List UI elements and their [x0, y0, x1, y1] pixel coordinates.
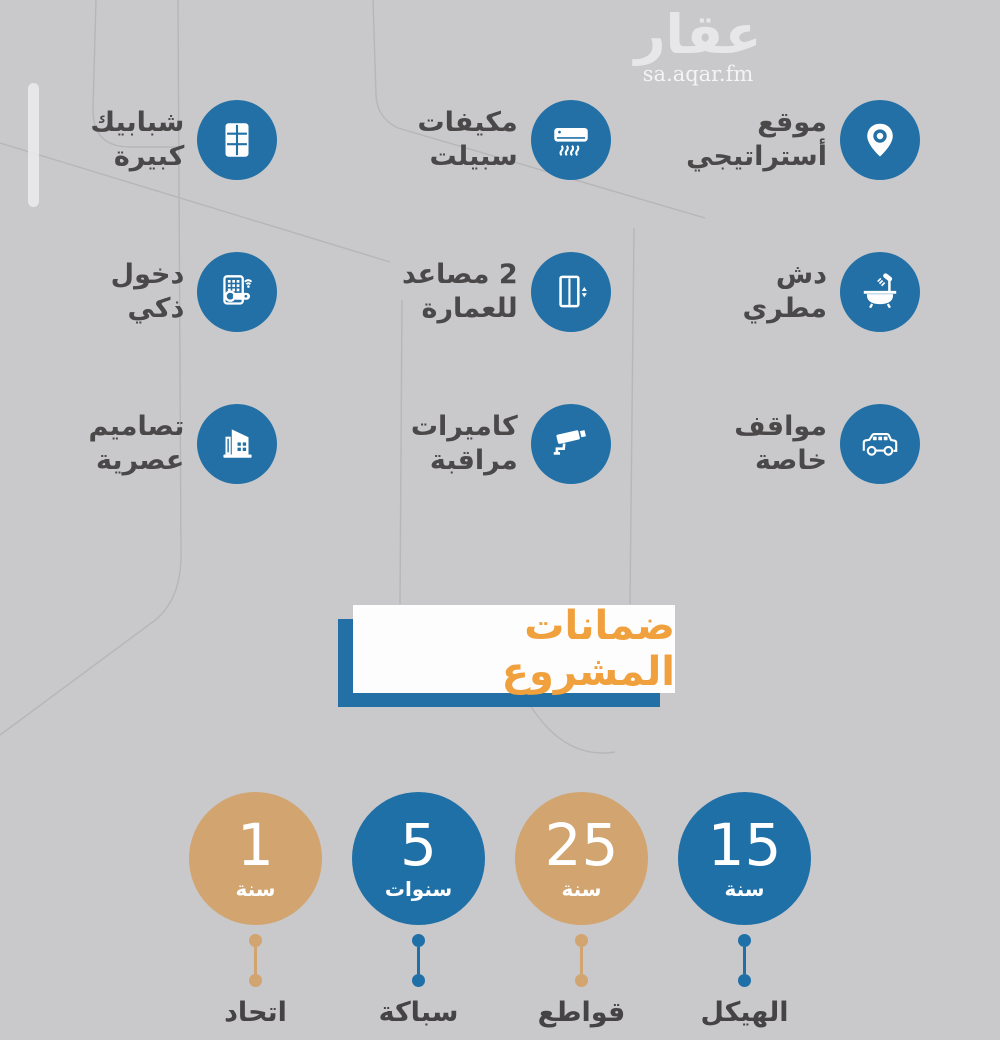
car-icon: [857, 421, 903, 467]
guarantee-plumbing: [352, 792, 485, 1028]
feature-strategic-location: [667, 64, 1000, 216]
guarantees-title: ضمانات المشروع: [501, 603, 675, 695]
guarantee-circle: [189, 792, 322, 925]
feature-badge: [197, 404, 277, 484]
aqar-logo-url: sa.aqar.fm: [642, 62, 754, 87]
feature-badge: [840, 252, 920, 332]
connector-line: [249, 934, 262, 987]
aqar-logo-text: عقار: [634, 3, 762, 66]
building-icon: [214, 421, 260, 467]
guarantee-unit: سنوات: [384, 877, 453, 901]
guarantee-unit: سنة: [561, 877, 602, 901]
title-box: [353, 605, 675, 693]
guarantee-union: [189, 792, 322, 1028]
guarantee-unit: سنة: [235, 877, 276, 901]
guarantee-value: 1: [237, 811, 274, 879]
guarantee-circle: [678, 792, 811, 925]
location-pin-icon: [857, 117, 903, 163]
guarantee-value: 25: [544, 811, 619, 879]
guarantees-row: [0, 792, 1000, 1028]
guarantee-label: سباكة: [378, 997, 459, 1028]
feature-label: دخول ذكي: [110, 258, 185, 324]
guarantee-label: اتحاد: [224, 997, 287, 1028]
window-icon: [214, 117, 260, 163]
feature-badge: [197, 252, 277, 332]
feature-security-cameras: [333, 368, 666, 520]
feature-badge: [531, 100, 611, 180]
guarantee-partitions: [515, 792, 648, 1028]
connector-line: [738, 934, 751, 987]
guarantee-label: قواطع: [537, 997, 626, 1028]
feature-badge: [531, 252, 611, 332]
feature-label: 2 مصاعد للعمارة: [401, 258, 518, 324]
feature-split-ac: [333, 64, 666, 216]
feature-badge: [531, 404, 611, 484]
smart-lock-icon: [214, 269, 260, 315]
feature-large-windows: [0, 64, 333, 216]
feature-label: تصاميم عصرية: [88, 410, 185, 476]
feature-badge: [840, 100, 920, 180]
feature-smart-entry: [0, 216, 333, 368]
feature-label: مواقف خاصة: [734, 410, 827, 476]
air-conditioner-icon: [548, 117, 594, 163]
elevator-icon: [548, 269, 594, 315]
feature-label: كاميرات مراقبة: [410, 410, 518, 476]
guarantee-unit: سنة: [724, 877, 765, 901]
guarantee-circle: [515, 792, 648, 925]
feature-label: دش مطري: [742, 258, 827, 324]
feature-private-parking: [667, 368, 1000, 520]
guarantee-circle: [352, 792, 485, 925]
feature-modern-designs: [0, 368, 333, 520]
guarantee-value: 15: [707, 811, 782, 879]
connector-line: [575, 934, 588, 987]
feature-rain-shower: [667, 216, 1000, 368]
guarantee-value: 5: [400, 811, 437, 879]
guarantees-title-block: [353, 605, 675, 693]
bathtub-shower-icon: [857, 269, 903, 315]
feature-badge: [840, 404, 920, 484]
feature-label: موقع أستراتيجي: [686, 106, 827, 172]
feature-two-elevators: [333, 216, 666, 368]
feature-label: مكيفات سبيلت: [417, 106, 518, 172]
cctv-camera-icon: [548, 421, 594, 467]
guarantee-label: الهيكل: [700, 997, 789, 1028]
feature-badge: [197, 100, 277, 180]
connector-line: [412, 934, 425, 987]
features-grid: [0, 64, 1000, 520]
guarantee-structure: [678, 792, 811, 1028]
feature-label: شبابيك كبيرة: [90, 106, 185, 172]
